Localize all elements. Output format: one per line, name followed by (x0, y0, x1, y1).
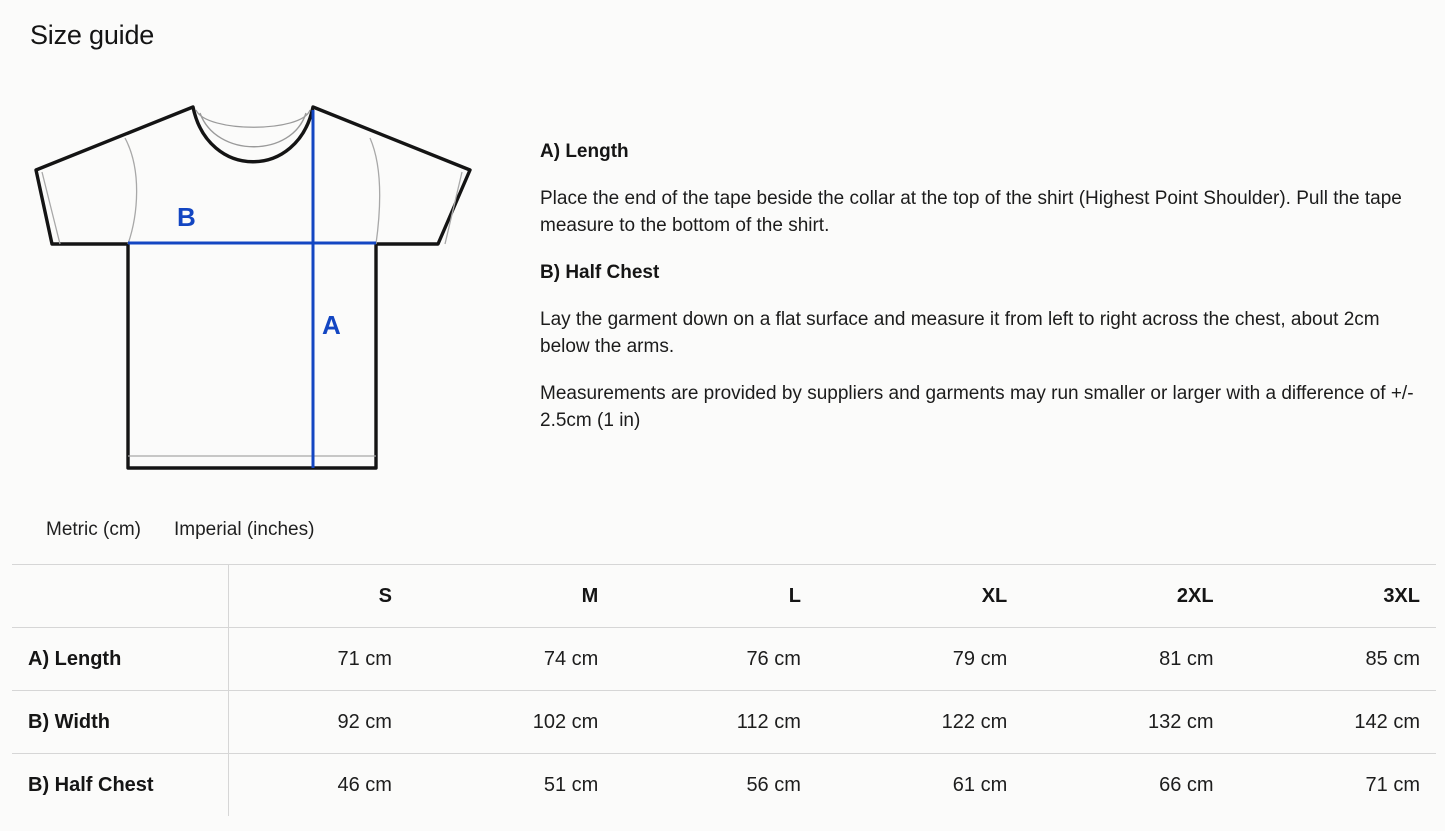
table-cell: 85 cm (1230, 628, 1436, 691)
table-cell: 51 cm (408, 754, 614, 817)
half-chest-heading: B) Half Chest (540, 262, 660, 283)
table-cell: 79 cm (817, 628, 1023, 691)
length-description: Place the end of the tape beside the collar at the top of the shirt (Highest Point Shoulder). Pull the tape measure to the bottom of the shirt. (540, 188, 1402, 236)
table-cell: 142 cm (1230, 691, 1436, 754)
table-cell: 71 cm (229, 628, 408, 691)
tshirt-diagram (30, 100, 480, 480)
table-row (12, 628, 1436, 691)
table-row (12, 691, 1436, 754)
size-header-3xl: 3XL (1230, 565, 1436, 628)
half-chest-description: Lay the garment down on a flat surface and measure it from left to right across the chest, about 2cm below the arms. (540, 309, 1380, 357)
table-cell: 122 cm (817, 691, 1023, 754)
table-cell: 92 cm (229, 691, 408, 754)
table-cell: 71 cm (1230, 754, 1436, 817)
header-corner-cell (12, 565, 229, 628)
unit-toggle (46, 519, 314, 541)
row-label: B) Half Chest (12, 754, 229, 817)
size-header-xl: XL (817, 565, 1023, 628)
table-cell: 132 cm (1023, 691, 1229, 754)
measurement-note: Measurements are provided by suppliers and garments may run smaller or larger with a difference of +/- 2.5cm (1 in) (540, 383, 1414, 431)
size-header-m: M (408, 565, 614, 628)
size-table (12, 564, 1436, 816)
page-title: Size guide (30, 20, 155, 50)
metric-tab[interactable]: Metric (cm) (46, 519, 141, 540)
size-header-l: L (614, 565, 817, 628)
size-header-2xl: 2XL (1023, 565, 1229, 628)
table-cell: 76 cm (614, 628, 817, 691)
table-row (12, 754, 1436, 817)
size-header-s: S (229, 565, 408, 628)
label-b: B (177, 202, 196, 232)
table-cell: 102 cm (408, 691, 614, 754)
size-header-row (12, 565, 1436, 628)
table-cell: 81 cm (1023, 628, 1229, 691)
tshirt-outline (36, 107, 470, 468)
table-cell: 74 cm (408, 628, 614, 691)
table-cell: 61 cm (817, 754, 1023, 817)
table-cell: 46 cm (229, 754, 408, 817)
table-cell: 112 cm (614, 691, 817, 754)
imperial-tab[interactable]: Imperial (inches) (173, 519, 315, 540)
tshirt-collar (200, 113, 306, 147)
row-label: B) Width (12, 691, 229, 754)
row-label: A) Length (12, 628, 229, 691)
measurement-info (540, 138, 1420, 454)
length-heading: A) Length (540, 141, 629, 162)
label-a: A (322, 310, 341, 340)
table-cell: 66 cm (1023, 754, 1229, 817)
table-cell: 56 cm (614, 754, 817, 817)
